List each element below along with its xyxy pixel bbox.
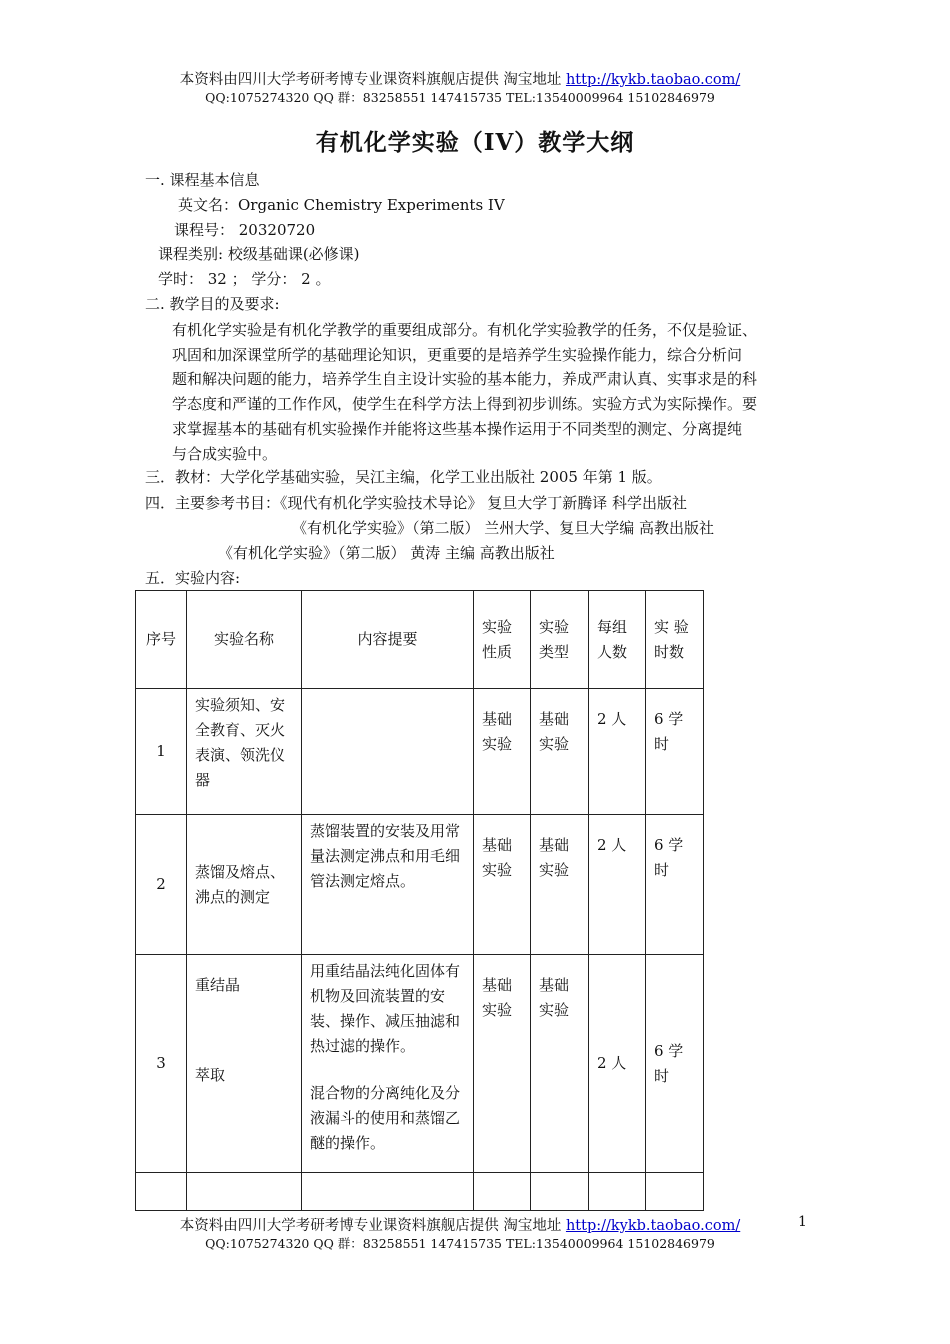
textbook-line: 三．教材：大学化学基础实验，吴江主编，化学工业出版社 2005 年第 1 版。 bbox=[145, 468, 662, 486]
header-line-1 bbox=[0, 68, 920, 89]
page-number: 1 bbox=[798, 1214, 807, 1230]
experiment-name: 实验须知、安全教育、灭火表演、领洗仪器 bbox=[187, 689, 302, 815]
row-number: 3 bbox=[136, 955, 187, 1173]
experiment-nature: 基础实验 bbox=[474, 955, 531, 1173]
english-name: 英文名：Organic Chemistry Experiments IV bbox=[178, 196, 505, 214]
table-row bbox=[136, 815, 704, 955]
col-header-group-size: 每组人数 bbox=[589, 591, 646, 689]
objectives-line: 题和解决问题的能力，培养学生自主设计实验的基本能力，养成严肃认真、实事求是的科 bbox=[172, 370, 758, 389]
objectives-line: 有机化学实验是有机化学教学的重要组成部分。有机化学实验教学的任务，不仅是验证、 bbox=[172, 321, 758, 339]
col-header-content: 内容提要 bbox=[302, 591, 474, 689]
header-text: 本资料由四川大学考研考博专业课资料旗舰店提供 淘宝地址 bbox=[179, 72, 566, 88]
objectives-line: 巩固和加深课堂所学的基础理论知识，更重要的是培养学生实验操作能力，综合分析问 bbox=[172, 345, 743, 364]
experiment-group-size: 2 人 bbox=[589, 689, 646, 815]
objectives-line: 学态度和严谨的工作作风，使学生在科学方法上得到初步训练。实验方式为实际操作。要 bbox=[172, 395, 758, 414]
row-number: 1 bbox=[136, 689, 187, 815]
objectives-paragraph bbox=[172, 318, 812, 466]
experiment-hours: 6 学时 bbox=[646, 815, 704, 955]
experiment-content-cell bbox=[302, 955, 474, 1173]
experiments-table bbox=[135, 590, 704, 1211]
page-title: 有机化学实验（IV）教学大纲 bbox=[315, 129, 635, 156]
col-header-type: 实验类型 bbox=[531, 591, 589, 689]
experiment-content: 用重结晶法纯化固体有机物及回流装置的安装、操作、减压抽滤和热过滤的操作。 bbox=[310, 962, 461, 1055]
course-category: 课程类别: 校级基础课(必修课) bbox=[158, 245, 360, 263]
section2-heading: 二. 教学目的及要求: bbox=[145, 295, 280, 313]
experiment-nature: 基础实验 bbox=[474, 815, 531, 955]
experiment-name: 蒸馏及熔点、沸点的测定 bbox=[187, 815, 302, 955]
footer-line-1 bbox=[0, 1214, 920, 1235]
experiment-type: 基础实验 bbox=[531, 815, 589, 955]
experiment-content: 蒸馏装置的安装及用常量法测定沸点和用毛细管法测定熔点。 bbox=[302, 815, 474, 955]
experiment-name-cell bbox=[187, 955, 302, 1173]
experiment-type: 基础实验 bbox=[531, 689, 589, 815]
references-line-1: 四．主要参考书目：《现代有机化学实验技术导论》 复旦大学丁新腾译 科学出版社 bbox=[145, 494, 688, 512]
references-line-2: 《有机化学实验》（第二版） 兰州大学、复旦大学编 高教出版社 bbox=[292, 519, 715, 537]
table-row bbox=[136, 689, 704, 815]
experiment-name: 重结晶 bbox=[195, 976, 241, 994]
objectives-line: 与合成实验中。 bbox=[172, 444, 278, 463]
col-header-number: 序号 bbox=[136, 591, 187, 689]
table-row-empty bbox=[136, 1173, 704, 1211]
footer-taobao-link[interactable]: http://kykb.taobao.com/ bbox=[565, 1218, 741, 1234]
col-header-name: 实验名称 bbox=[187, 591, 302, 689]
experiment-group-size: 2 人 bbox=[589, 815, 646, 955]
table-row bbox=[136, 955, 704, 1173]
experiment-content bbox=[302, 689, 474, 815]
footer-text: 本资料由四川大学考研考博专业课资料旗舰店提供 淘宝地址 bbox=[179, 1218, 566, 1234]
footer-contact: QQ:1075274320 QQ 群：83258551 147415735 TEL:13540009964 15102846979 bbox=[205, 1236, 715, 1251]
experiment-hours: 6 学时 bbox=[646, 689, 704, 815]
experiment-type: 基础实验 bbox=[531, 955, 589, 1173]
experiment-name-2: 萃取 bbox=[195, 1066, 226, 1084]
references-line-3: 《有机化学实验》（第二版） 黄涛 主编 高教出版社 bbox=[218, 544, 555, 562]
hours-credits: 学时： 32 ； 学分： 2 。 bbox=[158, 270, 331, 288]
experiment-nature: 基础实验 bbox=[474, 689, 531, 815]
col-header-hours: 实 验时数 bbox=[646, 591, 704, 689]
header-contact: QQ:1075274320 QQ 群：83258551 147415735 TEL:13540009964 15102846979 bbox=[205, 90, 715, 105]
section5-heading: 五．实验内容: bbox=[145, 569, 241, 587]
col-header-nature: 实验性质 bbox=[474, 591, 531, 689]
table-header-row bbox=[136, 591, 704, 689]
experiment-hours: 6 学时 bbox=[646, 955, 704, 1173]
experiment-group-size: 2 人 bbox=[589, 955, 646, 1173]
section1-heading: 一. 课程基本信息 bbox=[145, 171, 260, 189]
experiment-content-2: 混合物的分离纯化及分液漏斗的使用和蒸馏乙醚的操作。 bbox=[310, 1084, 461, 1152]
course-number: 课程号： 20320720 bbox=[174, 221, 316, 239]
header-taobao-link[interactable]: http://kykb.taobao.com/ bbox=[565, 72, 741, 88]
row-number: 2 bbox=[136, 815, 187, 955]
objectives-line: 求掌握基本的基础有机实验操作并能将这些基本操作运用于不同类型的测定、分离提纯 bbox=[172, 419, 743, 438]
